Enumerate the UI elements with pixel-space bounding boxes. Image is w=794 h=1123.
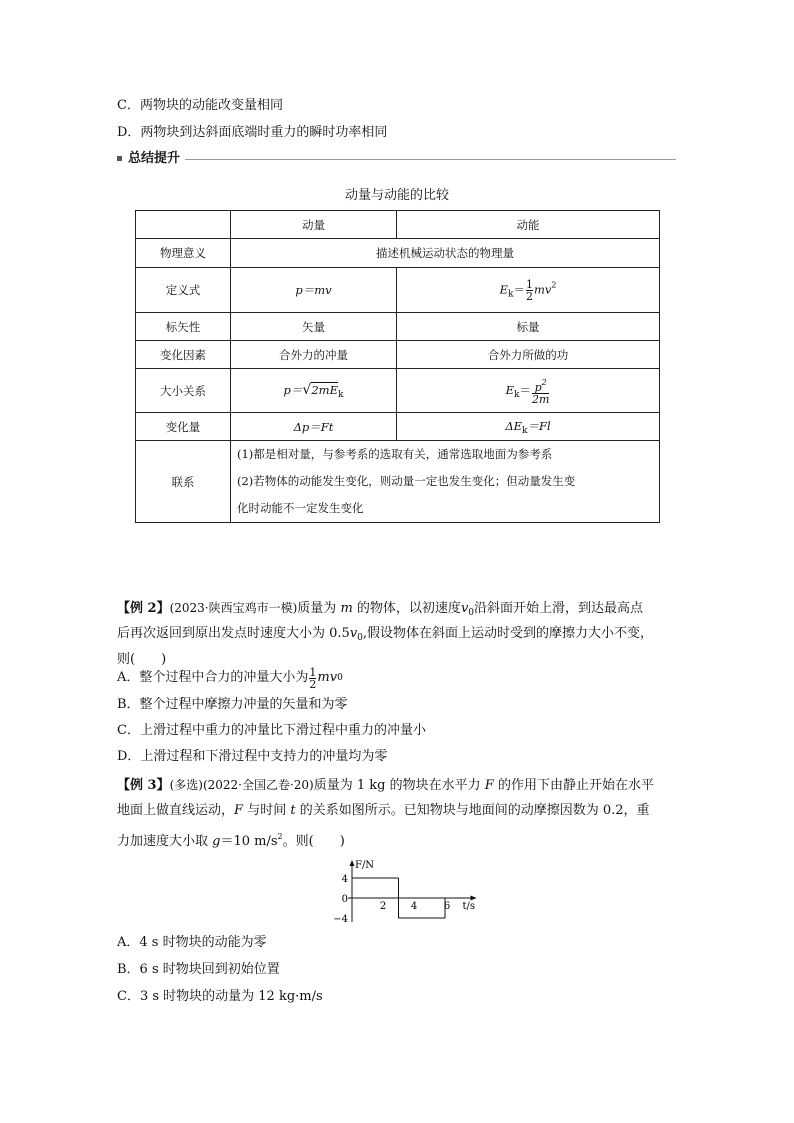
- example-source: (多选)(2022·全国乙卷·20): [169, 778, 314, 792]
- formula-part: k: [514, 389, 520, 400]
- text: 与时间: [247, 803, 287, 818]
- example3-line3: [117, 827, 345, 852]
- var: F: [234, 803, 244, 818]
- example3-line2: [117, 801, 650, 821]
- link-value: [231, 441, 660, 523]
- var: v: [460, 601, 469, 616]
- formula-part: k: [337, 389, 344, 400]
- fraction-numerator: 1: [525, 277, 533, 291]
- example2-line3: 则( ): [117, 652, 167, 667]
- y-axis-arrow-icon: [350, 860, 355, 866]
- example-tag: 【例 2】: [117, 601, 170, 616]
- text: ,假设物体在斜面上运动时受到的摩擦力大小不变，: [362, 626, 654, 641]
- text: 质量为 1 kg 的物块在水平力: [313, 778, 481, 793]
- row-label: 变化量: [136, 413, 231, 441]
- var: m: [340, 601, 353, 616]
- comparison-table: [135, 210, 660, 523]
- table-row: [136, 413, 660, 441]
- table-header-row: [136, 211, 660, 239]
- formula-part: 2: [551, 280, 557, 289]
- formula-part: p＝: [283, 382, 303, 397]
- example2-option-c: C．上滑过程中重力的冲量比下滑过程中重力的冲量小: [117, 723, 426, 738]
- force-time-chart: [330, 858, 476, 928]
- text: 后再次返回到原出发点时速度大小为 0.5: [117, 626, 350, 641]
- row-label: 大小关系: [136, 369, 231, 413]
- formula-part: ＝Fl: [527, 418, 551, 433]
- formula-part: mv: [533, 282, 552, 296]
- row-label: 变化因素: [136, 341, 231, 369]
- momentum-vector: 矢量: [231, 313, 397, 341]
- table-row: [136, 313, 660, 341]
- var: F: [484, 778, 494, 793]
- text: 沿斜面开始上滑，到达最高点: [474, 601, 644, 616]
- energy-change: [397, 413, 660, 441]
- formula-part: k: [522, 425, 528, 436]
- table-row: [136, 441, 660, 523]
- x-tick-label: 6: [443, 901, 451, 912]
- example3-option-a: A．4 s 时物块的动能为零: [117, 935, 267, 950]
- table-title: 动量与动能的比较: [344, 188, 449, 203]
- table-row: [136, 239, 660, 268]
- formula-part: E: [499, 282, 508, 296]
- subscript: 0: [468, 608, 475, 618]
- example-source: (2023·陕西宝鸡市一模): [169, 601, 298, 615]
- subscript: 0: [357, 633, 363, 643]
- numerator-var: p: [534, 380, 542, 394]
- superscript: 2: [277, 832, 283, 841]
- header-blank: [136, 211, 231, 239]
- example2-line1: [117, 598, 643, 623]
- summary-heading-text: 总结提升: [128, 151, 181, 166]
- fraction-denominator: 2: [525, 289, 533, 303]
- example3-line1: [117, 775, 654, 796]
- energy-definition: [397, 268, 660, 313]
- formula-part: ＝: [513, 282, 525, 296]
- example3-option-c: C．3 s 时物块的动量为 12 kg·m/s: [117, 989, 323, 1004]
- momentum-cause: 合外力的冲量: [231, 341, 397, 369]
- text: 的作用下由静止开始在水平: [497, 778, 654, 793]
- x-axis-label: t/s: [462, 901, 476, 912]
- row-label: 物理意义: [136, 239, 231, 268]
- text: 的关系如图所示。已知物块与地面间的动摩擦因数为 0.2，重: [299, 803, 650, 818]
- summary-heading: [117, 150, 180, 168]
- text: 质量为: [297, 601, 337, 616]
- chart-labels: [333, 860, 475, 925]
- example2-line2: [117, 624, 653, 648]
- fraction: [526, 279, 533, 302]
- fraction: [309, 667, 316, 690]
- text: 地面上做直线运动，: [117, 803, 235, 818]
- header-energy: 动能: [397, 211, 660, 239]
- divider: [185, 159, 676, 160]
- fraction-numerator: 1: [309, 665, 317, 679]
- example3-option-b: B．6 s 时物块回到初始位置: [117, 962, 280, 977]
- fraction: [532, 377, 549, 405]
- energy-cause: 合外力所做的功: [397, 341, 660, 369]
- text: 的物体，以初速度: [356, 601, 461, 616]
- energy-relation: [397, 369, 660, 413]
- numerator-exp: 2: [541, 377, 547, 387]
- option-text: A．整个过程中合力的冲量大小为: [117, 670, 309, 685]
- formula-part: ＝: [519, 382, 531, 397]
- link-line-1: (1)都是相对量，与参考系的选取有关，通常选取地面为参考系: [237, 447, 553, 461]
- var: mv: [317, 670, 338, 685]
- y-tick-label: 0: [341, 894, 348, 905]
- fraction-denominator: 2: [309, 677, 317, 691]
- header-momentum: 动量: [231, 211, 397, 239]
- meaning-value: 描述机械运动状态的物理量: [231, 239, 660, 268]
- y-axis-label: F/N: [355, 860, 375, 871]
- row-label: 标矢性: [136, 313, 231, 341]
- row-label: 定义式: [136, 268, 231, 313]
- y-tick-label: 4: [341, 874, 348, 885]
- square-bullet-icon: [117, 156, 122, 161]
- prev-option-d: D．两物块到达斜面底端时重力的瞬时功率相同: [117, 125, 388, 140]
- momentum-definition: p＝mv: [231, 268, 397, 313]
- momentum-relation: [231, 369, 397, 413]
- y-tick-label: −4: [333, 914, 348, 925]
- formula-part: E: [505, 382, 514, 397]
- formula-part: k: [507, 289, 514, 299]
- x-tick-label: 4: [410, 901, 418, 912]
- table-row: [136, 369, 660, 413]
- var: v: [349, 626, 358, 641]
- momentum-change: Δp＝Ft: [231, 413, 397, 441]
- x-tick-label: 2: [379, 901, 387, 912]
- table-row: [136, 268, 660, 313]
- formula-part: ΔE: [505, 418, 523, 433]
- radicand: 2mE: [311, 382, 338, 397]
- var: t: [290, 803, 296, 818]
- subscript: 0: [337, 673, 343, 683]
- fraction-numerator: [535, 377, 547, 393]
- row-label: 联系: [136, 441, 231, 523]
- var: g: [212, 834, 221, 849]
- energy-scalar: 标量: [397, 313, 660, 341]
- example-tag: 【例 3】: [117, 778, 170, 793]
- example2-option-d: D．上滑过程和下滑过程中支持力的冲量均为零: [117, 749, 388, 764]
- sqrt-icon: √: [302, 381, 312, 398]
- link-line-2: (2)若物体的动能发生变化，则动量一定也发生变化；但动量发生变: [237, 474, 576, 488]
- text: 力加速度大小取: [117, 834, 209, 849]
- text: 。则( ): [282, 834, 345, 849]
- link-line-3: 化时动能不一定发生变化: [237, 501, 364, 515]
- text: ＝10 m/s: [220, 834, 278, 849]
- fraction-denominator: 2m: [531, 392, 550, 406]
- table-row: [136, 341, 660, 369]
- example2-option-a: [117, 662, 343, 694]
- x-axis-arrow-icon: [471, 896, 477, 901]
- example2-option-b: B．整个过程中摩擦力冲量的矢量和为零: [117, 697, 348, 712]
- prev-option-c: C．两物块的动能改变量相同: [117, 98, 283, 113]
